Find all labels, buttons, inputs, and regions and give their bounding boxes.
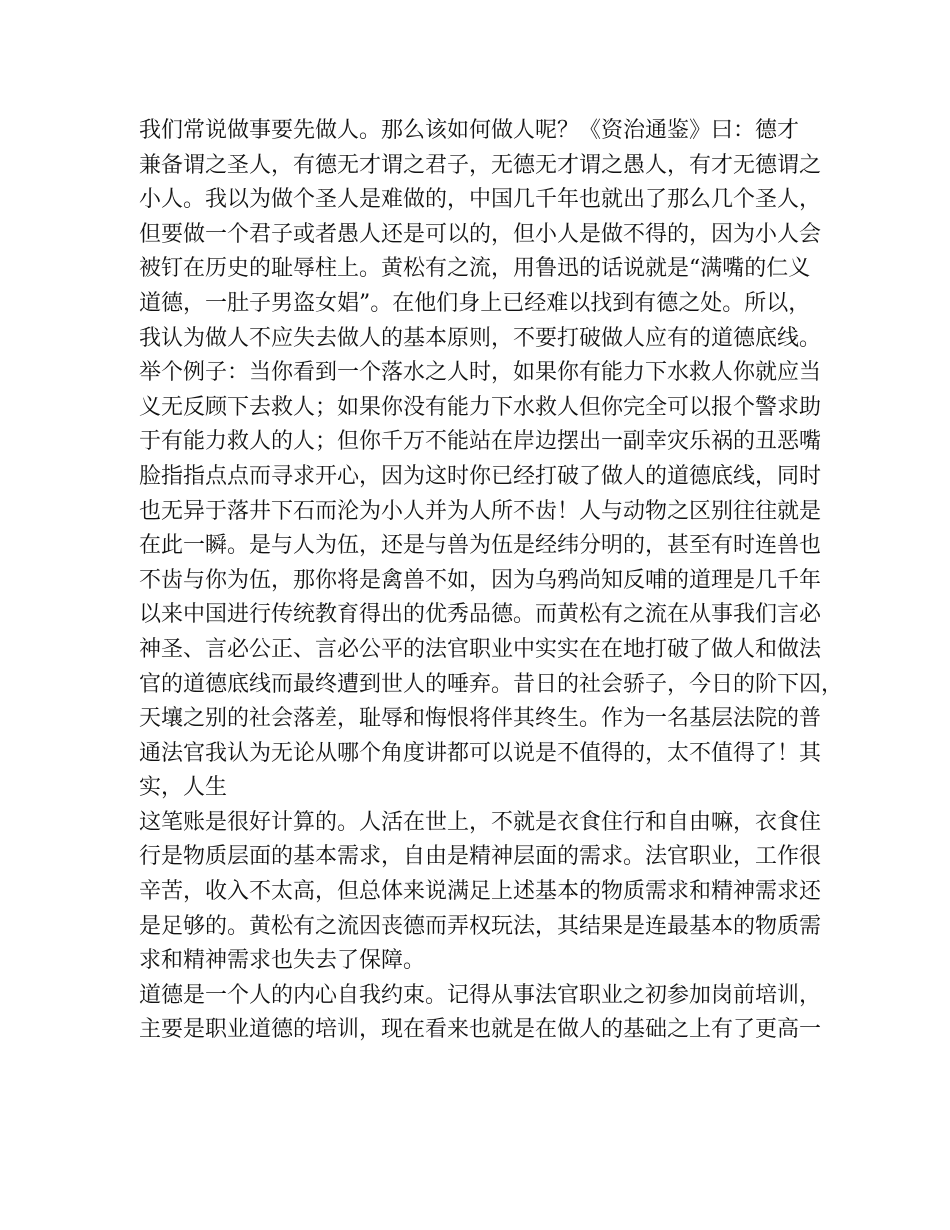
text-line: 是足够的。黄松有之流因丧德而弄权玩法，其结果是连最基本的物质需 — [139, 913, 822, 939]
text-line: 通法官我认为无论从哪个角度讲都可以说是不值得的，太不值得了！其 — [139, 740, 822, 766]
text-line: 于有能力救人的人；但你千万不能站在岸边摆出一副幸灾乐祸的丑恶嘴 — [139, 429, 822, 455]
text-line: 小人。我以为做个圣人是难做的，中国几千年也就出了那么几个圣人， — [139, 187, 822, 213]
text-line: 道德是一个人的内心自我约束。记得从事法官职业之初参加岗前培训， — [139, 982, 822, 1008]
text-line: 被钉在历史的耻辱柱上。黄松有之流，用鲁迅的话说就是“满嘴的仁义 — [139, 256, 811, 282]
text-line: 天壤之别的社会落差，耻辱和悔恨将伴其终生。作为一名基层法院的普 — [139, 706, 822, 732]
text-line: 不齿与你为伍，那你将是禽兽不如，因为乌鸦尚知反哺的道理是几千年 — [139, 567, 822, 593]
text-line: 兼备谓之圣人，有德无才谓之君子，无德无才谓之愚人，有才无德谓之 — [139, 152, 822, 178]
text-line: 求和精神需求也失去了保障。 — [139, 948, 426, 974]
text-line: 以来中国进行传统教育得出的优秀品德。而黄松有之流在从事我们言必 — [139, 602, 822, 628]
text-line: 神圣、言必公正、言必公平的法官职业中实实在在地打破了做人和做法 — [139, 636, 822, 662]
text-line: 实，人生 — [139, 775, 228, 801]
text-line: 脸指指点点而寻求开心，因为这时你已经打破了做人的道德底线，同时 — [139, 463, 822, 489]
text-line: 这笔账是很好计算的。人活在世上，不就是衣食住行和自由嘛，衣食住 — [139, 809, 822, 835]
text-line: 道德，一肚子男盗女娼”。在他们身上已经难以找到有德之处。所以， — [139, 290, 811, 316]
text-line: 在此一瞬。是与人为伍，还是与兽为伍是经纬分明的，甚至有时连兽也 — [139, 533, 822, 559]
text-line: 主要是职业道德的培训，现在看来也就是在做人的基础之上有了更高一 — [139, 1017, 822, 1043]
text-line: 义无反顾下去救人；如果你没有能力下水救人但你完全可以报个警求助 — [139, 394, 822, 420]
text-line: 行是物质层面的基本需求，自由是精神层面的需求。法官职业，工作很 — [139, 844, 822, 870]
text-line: 辛苦，收入不太高，但总体来说满足上述基本的物质需求和精神需求还 — [139, 879, 822, 905]
body-text — [139, 114, 844, 1048]
text-line: 我认为做人不应失去做人的基本原则，不要打破做人应有的道德底线。 — [139, 325, 822, 351]
text-line: 官的道德底线而最终遭到世人的唾弃。昔日的社会骄子，今日的阶下囚， — [139, 671, 844, 697]
text-line: 也无异于落井下石而沦为小人并为人所不齿！人与动物之区别往往就是 — [139, 498, 822, 524]
text-line: 举个例子：当你看到一个落水之人时，如果你有能力下水救人你就应当 — [139, 360, 822, 386]
text-line: 我们常说做事要先做人。那么该如何做人呢？《资治通鉴》曰：德才 — [139, 118, 800, 143]
text-line: 但要做一个君子或者愚人还是可以的，但小人是做不得的，因为小人会 — [139, 221, 822, 247]
